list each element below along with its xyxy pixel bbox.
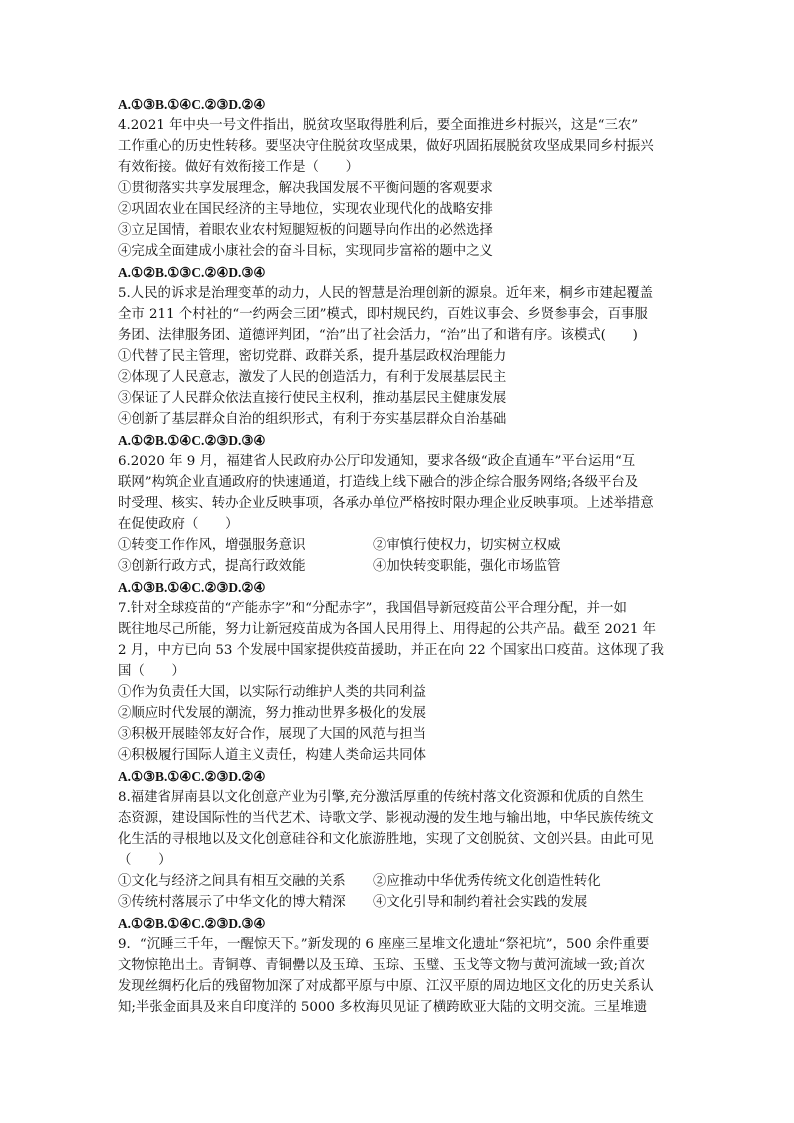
q8-stem-line: 态资源，建设国际性的当代艺术、诗歌文学、影视动漫的发生地与输出地，中华民族传统文 — [118, 811, 654, 826]
q5-option: ④创新了基层群众自治的组织形式，有利于夯实基层群众自治基础 — [118, 412, 507, 427]
q5-option: ②体现了人民意志，激发了人民的创造活力，有利于发展基层民主 — [118, 370, 507, 385]
q7-option: ②顺应时代发展的潮流，努力推动世界多极化的发展 — [118, 706, 426, 721]
q9-stem-line: 知;半张金面具及来自印度洋的 5000 多枚海贝见证了横跨欧亚大陆的文明交流。三星堆遗 — [118, 1000, 648, 1015]
q4-answer-choices: A.①②B.①③C.②④D.③④ — [118, 265, 266, 280]
q4-option: ②巩固农业在国民经济的主导地位，实现农业现代化的战略安排 — [118, 202, 493, 217]
q8-option: ③传统村落展示了中华文化的博大精深 — [118, 895, 346, 910]
q7-stem-line: 国（ ） — [118, 664, 185, 679]
q6-option: ①转变工作作风，增强服务意识 — [118, 538, 306, 553]
q8-stem-line: 化生活的寻根地以及文化创意硅谷和文化旅游胜地，实现了文创脱贫、文创兴县。由此可见 — [118, 832, 654, 847]
q6-stem-line: 在促使政府（ ） — [118, 517, 239, 532]
q8-answer-choices: A.①②B.①④C.②③D.③④ — [118, 916, 266, 931]
q7-stem-line: 既往地尽己所能，努力让新冠疫苗成为各国人民用得上、用得起的公共产品。截至 2021 年 — [118, 622, 657, 637]
q6-option: ②审慎行使权力，切实树立权威 — [373, 538, 561, 553]
q8-option-row — [118, 892, 678, 913]
question-6 — [118, 451, 678, 598]
q7-option: ④积极履行国际人道主义责任，构建人类命运共同体 — [118, 748, 426, 763]
q4-option: ③立足国情，着眼农业农村短腿短板的问题导向作出的必然选择 — [118, 223, 493, 238]
q6-option: ③创新行政方式，提高行政效能 — [118, 559, 306, 574]
q8-option: ②应推动中华优秀传统文化创造性转化 — [373, 874, 601, 889]
q8-option: ①文化与经济之间具有相互交融的关系 — [118, 874, 346, 889]
q8-option-row — [118, 871, 678, 892]
q8-stem-line: （ ） — [118, 853, 172, 868]
q8-stem-line: 8.福建省屏南县以文化创意产业为引擎,充分激活厚重的传统村落文化资源和优质的自然生 — [118, 790, 644, 805]
q4-stem-line: 4.2021 年中央一号文件指出，脱贫攻坚取得胜利后，要全面推进乡村振兴，这是“三农” — [118, 118, 639, 133]
question-5 — [118, 283, 678, 451]
q9-stem-line: 文物惊艳出土。青铜尊、青铜罍以及玉璋、玉琮、玉璧、玉戈等文物与黄河流域一致;首次 — [118, 958, 645, 973]
q5-option: ③保证了人民群众依法直接行使民主权利，推动基层民主健康发展 — [118, 391, 507, 406]
q4-stem-line: 工作重心的历史性转移。要坚决守住脱贫攻坚成果，做好巩固拓展脱贫攻坚成果同乡村振兴 — [118, 139, 654, 154]
q5-stem-line: 务团、法律服务团、道德评判团，“治”出了社会活力，“治”出了和谐有序。该模式( ) — [118, 328, 638, 343]
q6-option-row — [118, 535, 678, 556]
q6-answer-choices: A.①③B.①④C.②③D.②④ — [118, 580, 266, 595]
q3-answer-choices: A.①③B.①④C.②③D.②④ — [118, 97, 266, 112]
q4-option: ④完成全面建成小康社会的奋斗目标，实现同步富裕的题中之义 — [118, 244, 493, 259]
question-9 — [118, 934, 678, 1018]
q9-stem-line: 发现丝绸朽化后的残留物加深了对成都平原与中原、江汉平原的周边地区文化的历史关系认 — [118, 979, 654, 994]
q7-answer-choices: A.①③B.①④C.②③D.②④ — [118, 769, 266, 784]
question-8 — [118, 787, 678, 934]
q6-stem-line: 联网”构筑企业直通政府的快速通道，打造线上线下融合的涉企综合服务网络;各级平台及 — [118, 475, 639, 490]
q7-option: ③积极开展睦邻友好合作，展现了大国的风范与担当 — [118, 727, 426, 742]
q8-option: ④文化引导和制约着社会实践的发展 — [373, 895, 588, 910]
question-4 — [118, 115, 678, 283]
q7-stem-line: 7.针对全球疫苗的“产能赤字”和“分配赤字”，我国倡导新冠疫苗公平合理分配，并一如 — [118, 601, 627, 616]
q6-stem-line: 时受理、核实、转办企业反映事项，各承办单位严格按时限办理企业反映事项。上述举措意 — [118, 496, 654, 511]
q4-option: ①贯彻落实共享发展理念，解决我国发展不平衡问题的客观要求 — [118, 181, 493, 196]
q6-option-row — [118, 556, 678, 577]
question-7 — [118, 598, 678, 787]
q5-stem-line: 全市 211 个村社的“一约两会三团”模式，即村规民约，百姓议事会、乡贤参事会，百事服 — [118, 307, 648, 322]
q4-stem-line: 有效衔接。做好有效衔接工作是（ ） — [118, 160, 360, 175]
q7-option: ①作为负责任大国，以实际行动维护人类的共同利益 — [118, 685, 426, 700]
q7-stem-line: 2 月，中方已向 53 个发展中国家提供疫苗援助，并正在向 22 个国家出口疫苗。这体现了我 — [118, 643, 664, 658]
q5-stem-line: 5.人民的诉求是治理变革的动力，人民的智慧是治理创新的源泉。近年来，桐乡市建起覆盖 — [118, 286, 654, 301]
exam-page — [118, 94, 678, 1018]
q5-option: ①代替了民主管理，密切党群、政群关系，提升基层政权治理能力 — [118, 349, 507, 364]
q6-stem-line: 6.2020 年 9 月，福建省人民政府办公厅印发通知，要求各级“政企直通车”平台运用“互 — [118, 454, 636, 469]
q5-answer-choices: A.①②B.①④C.②③D.③④ — [118, 433, 266, 448]
q6-option: ④加快转变职能，强化市场监管 — [373, 559, 561, 574]
q9-stem-line: 9．“沉睡三千年，一醒惊天下。”新发现的 6 座座三星堆文化遗址“祭祀坑”，500 余件重要 — [118, 937, 650, 952]
